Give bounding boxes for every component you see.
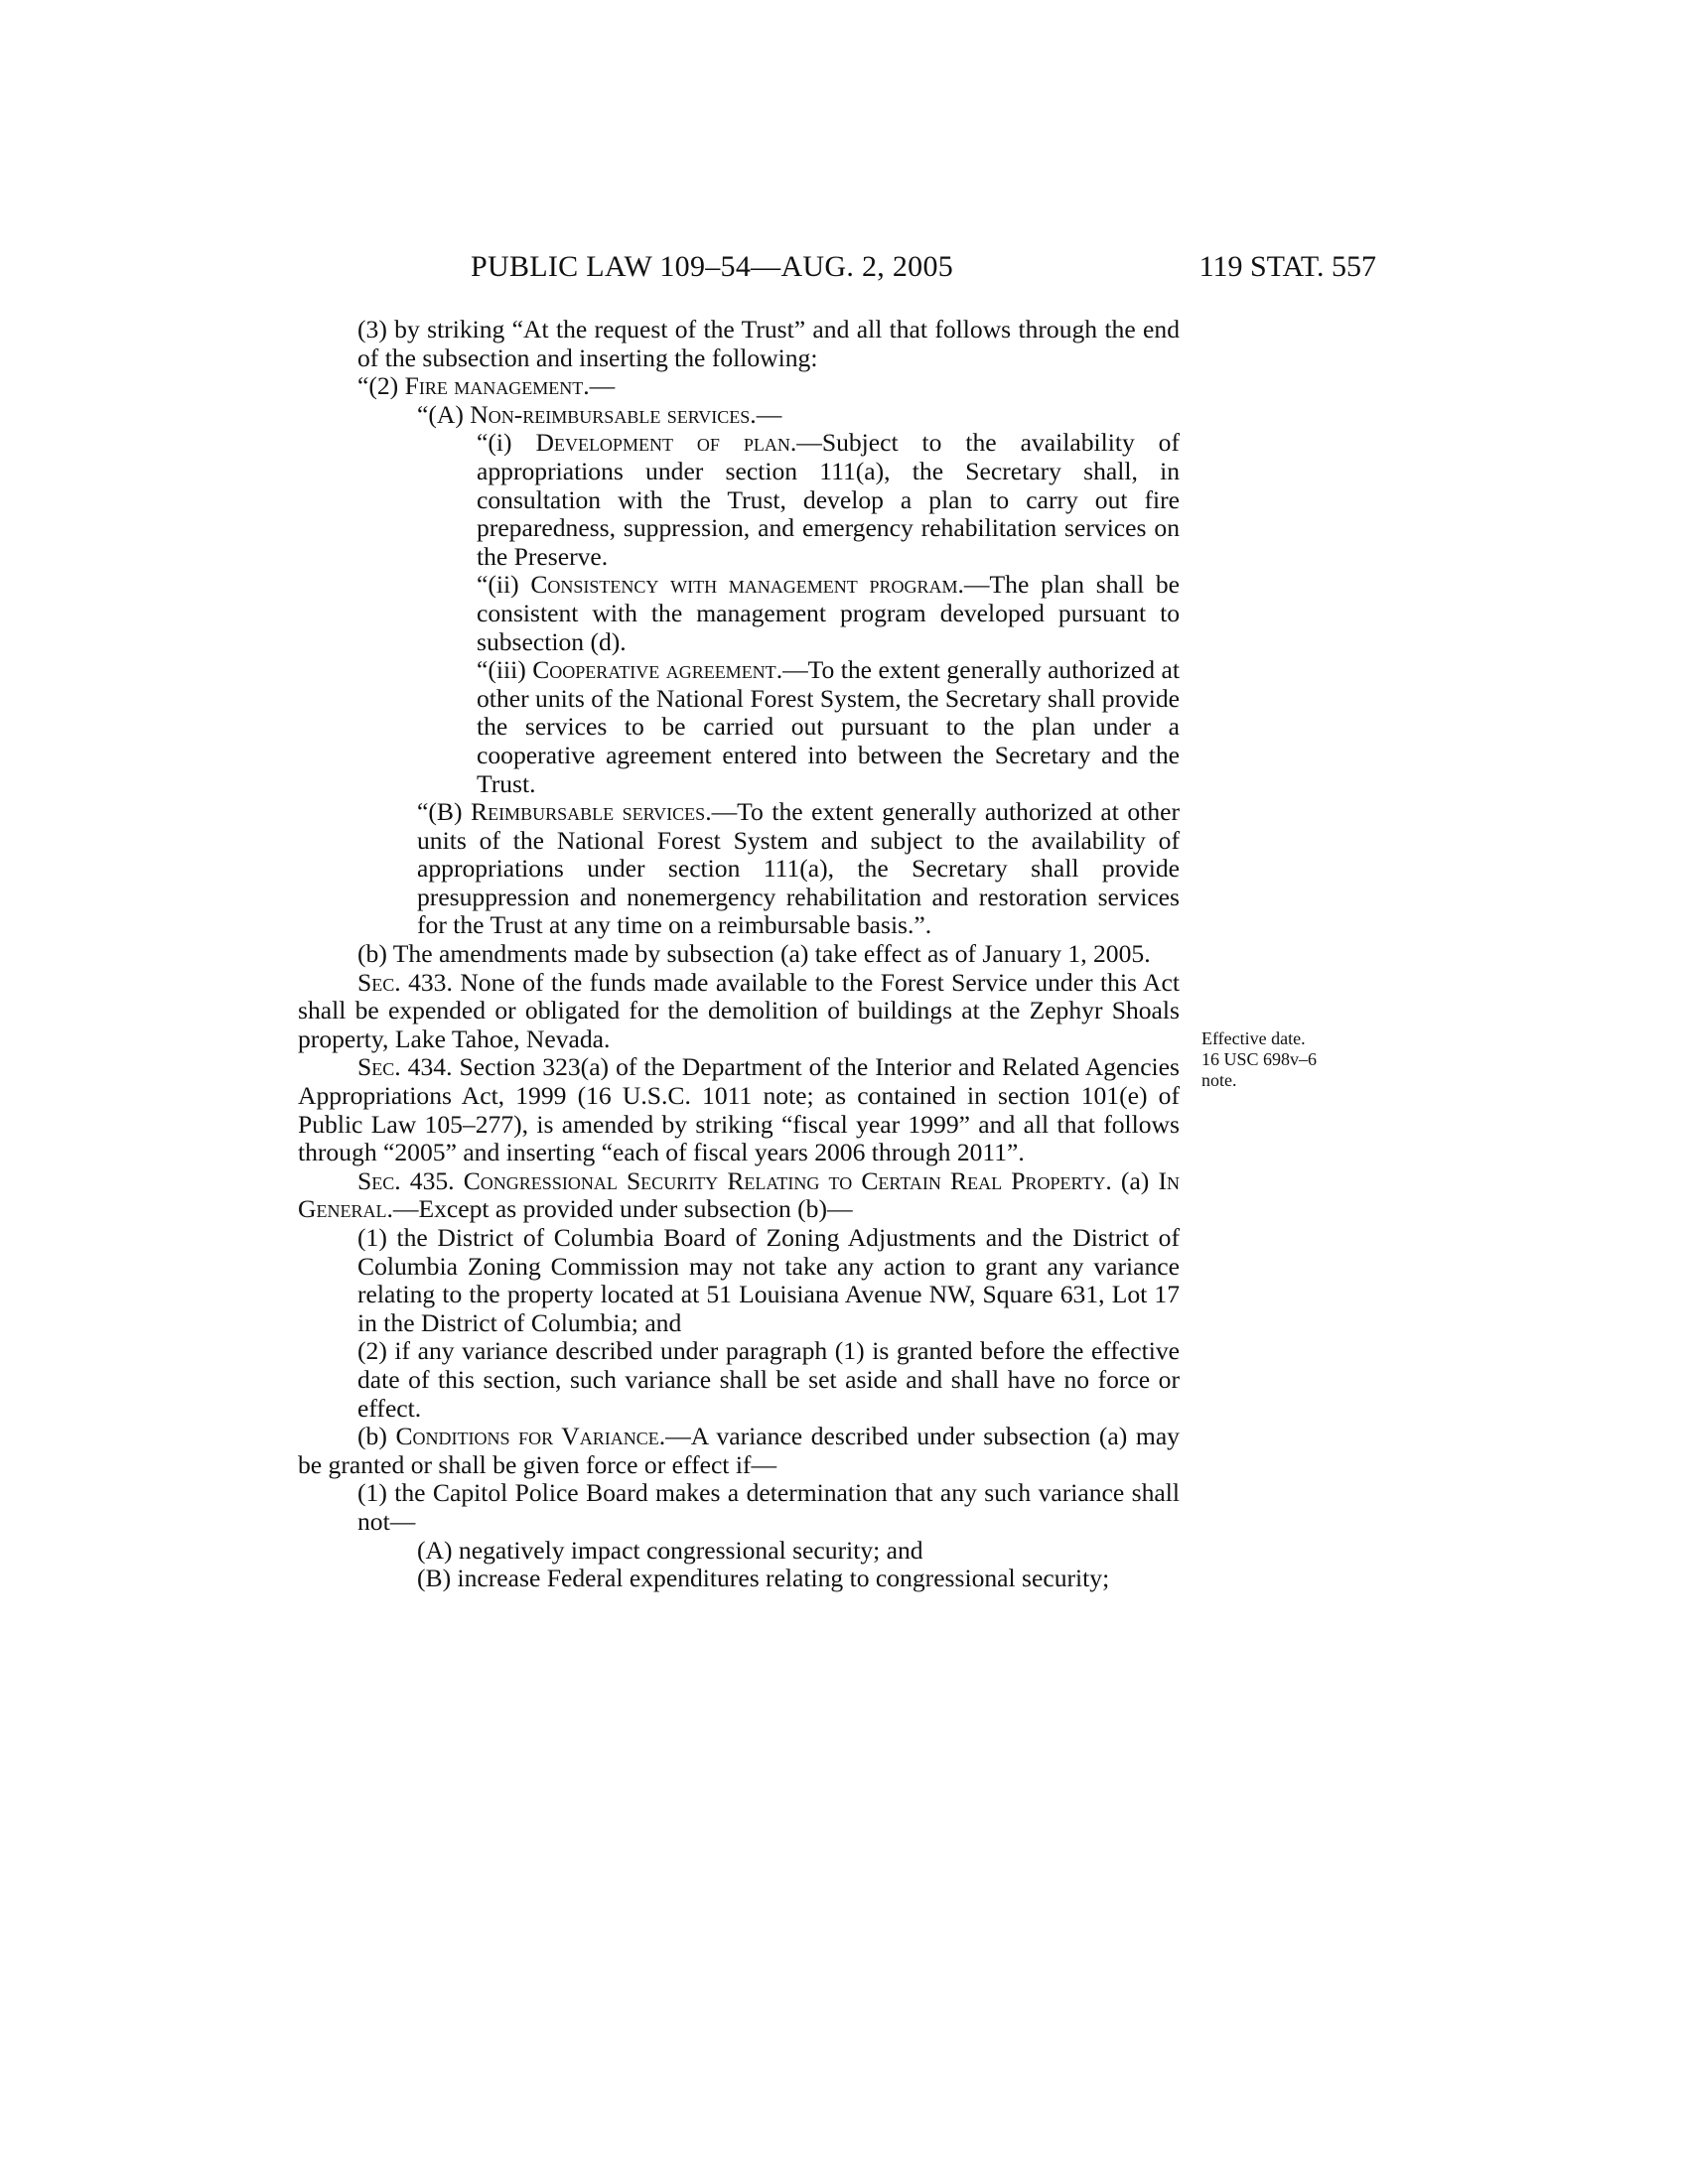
paragraph-lead: “(B) — [417, 797, 471, 827]
paragraph-text: .—Except as provided under subsection (b)— — [386, 1194, 853, 1224]
paragraph-consistency — [477, 571, 1180, 656]
margin-note-line: 16 USC 698v–6 — [1201, 1049, 1318, 1069]
margin-note-line: Effective date. — [1201, 1028, 1306, 1048]
paragraph-tail: .—The plan shall be consistent with the management program developed pursuant to subsection (d). — [477, 570, 1180, 656]
section-label: Sec — [357, 1052, 395, 1082]
paragraph-non-reimbursable — [417, 401, 1180, 430]
paragraph-lead: “(ii) — [477, 570, 531, 600]
paragraph-tail: .—Subject to the availability of appropriations under section 111(a), the Secretary shall, in consultation with the Trust, develop a plan to carry out fire preparedness, suppression, and emergency rehabilitation services on the Preserve. — [477, 428, 1180, 571]
paragraph-tail: .— — [583, 371, 616, 401]
paragraph-heading: Development of plan — [535, 428, 790, 458]
paragraph-text: (2) if any variance described under paragraph (1) is granted before the effective date of this section, such variance shall be set aside and shall have no force or effect. — [357, 1336, 1180, 1423]
section-435 — [298, 1167, 1180, 1224]
paragraph-text: (b) The amendments made by subsection (a) take effect as of January 1, 2005. — [357, 939, 1151, 969]
paragraph-3 — [357, 316, 1180, 372]
paragraph-tail: .—To the extent generally authorized at other units of the National Forest System and subject to the availability of appropriations under section 111(a), the Secretary shall provide presuppression and nonemergency rehabilitation and restoration services for the Trust at any time on a reimbursable basis.”. — [417, 797, 1181, 940]
section-434 — [298, 1053, 1180, 1166]
paragraph-text: .—A variance described under subsection (a) may be granted or shall be given force or effect if— — [298, 1422, 1180, 1479]
section-433 — [298, 969, 1180, 1054]
paragraph-text: (3) by striking “At the request of the Trust” and all that follows through the end of the subsection and inserting the following: — [357, 315, 1180, 372]
subsection-heading: In General — [298, 1165, 1180, 1224]
paragraph-lead: “(A) — [417, 399, 471, 429]
section-label: Sec — [357, 967, 395, 997]
paragraph-cooperative-agreement — [477, 656, 1180, 798]
paragraph-text: . (a) — [1105, 1165, 1159, 1195]
paragraph-text: . 435. — [394, 1165, 464, 1195]
section-label: Sec — [357, 1165, 395, 1195]
paragraph-435-a-1 — [357, 1224, 1180, 1337]
paragraph-reimbursable — [417, 798, 1180, 940]
paragraph-lead: “(iii) — [477, 655, 533, 685]
paragraph-text: . 433. None of the funds made available to the Forest Service under this Act shall be expended or obligated for the demolition of buildings at the Zephyr Shoals property, Lake Tahoe, Nevada. — [298, 967, 1180, 1053]
paragraph-435-b — [298, 1423, 1180, 1479]
subsection-heading: Conditions for Variance — [395, 1422, 659, 1451]
paragraph-heading: Reimbursable services — [471, 797, 706, 827]
running-head: PUBLIC LAW 109–54—AUG. 2, 2005 — [471, 250, 954, 283]
paragraph-effective-date — [298, 940, 1180, 969]
paragraph-text: (B) increase Federal expenditures relating to congressional security; — [417, 1564, 1110, 1593]
paragraph-tail: .— — [750, 399, 782, 429]
paragraph-435-a-2 — [357, 1337, 1180, 1423]
paragraph-heading: Non-reimbursable services — [470, 399, 751, 429]
body-text — [298, 316, 1180, 1593]
margin-note — [1201, 1028, 1340, 1091]
paragraph-text: (1) the Capitol Police Board makes a determination that any such variance shall not— — [357, 1478, 1180, 1536]
paragraph-tail: .—To the extent generally authorized at other units of the National Forest System, the Secretary shall provide the services to be carried out pursuant to the plan under a cooperative agreement entered into between the Secretary and the Trust. — [477, 655, 1180, 798]
paragraph-435-b-1-B — [417, 1565, 1180, 1593]
margin-note-line: note. — [1201, 1070, 1237, 1090]
paragraph-text: . 434. Section 323(a) of the Department of the Interior and Related Agencies Appropriations Act, 1999 (16 U.S.C. 1011 note; as contained in section 101(e) of Public Law 105–277), is amended by striking “fiscal year 1999” and all that follows through “2005” and inserting “each of fiscal years 2006 through 2011”. — [298, 1052, 1180, 1167]
paragraph-lead: “(i) — [477, 428, 536, 458]
paragraph-435-b-1 — [357, 1479, 1180, 1536]
paragraph-text: (A) negatively impact congressional security; and — [417, 1535, 923, 1565]
paragraph-lead: (b) — [357, 1422, 396, 1451]
page-number: 119 STAT. 557 — [1198, 250, 1376, 283]
paragraph-text: (1) the District of Columbia Board of Zoning Adjustments and the District of Columbia Zoning Commission may not take any action to grant any variance relating to the property located at 51 Louisiana Avenue NW, Square 631, Lot 17 in the District of Columbia; and — [357, 1223, 1180, 1337]
paragraph-435-b-1-A — [417, 1537, 1180, 1566]
paragraph-heading: Fire management — [404, 371, 584, 401]
paragraph-heading: Cooperative agreement — [532, 655, 776, 685]
paragraph-fire-management — [357, 372, 1180, 401]
paragraph-lead: “(2) — [357, 371, 405, 401]
paragraph-development-of-plan — [477, 429, 1180, 571]
paragraph-heading: Consistency with management program — [530, 570, 958, 600]
section-heading: Congressional Security Relating to Certain Real Property — [463, 1165, 1106, 1195]
